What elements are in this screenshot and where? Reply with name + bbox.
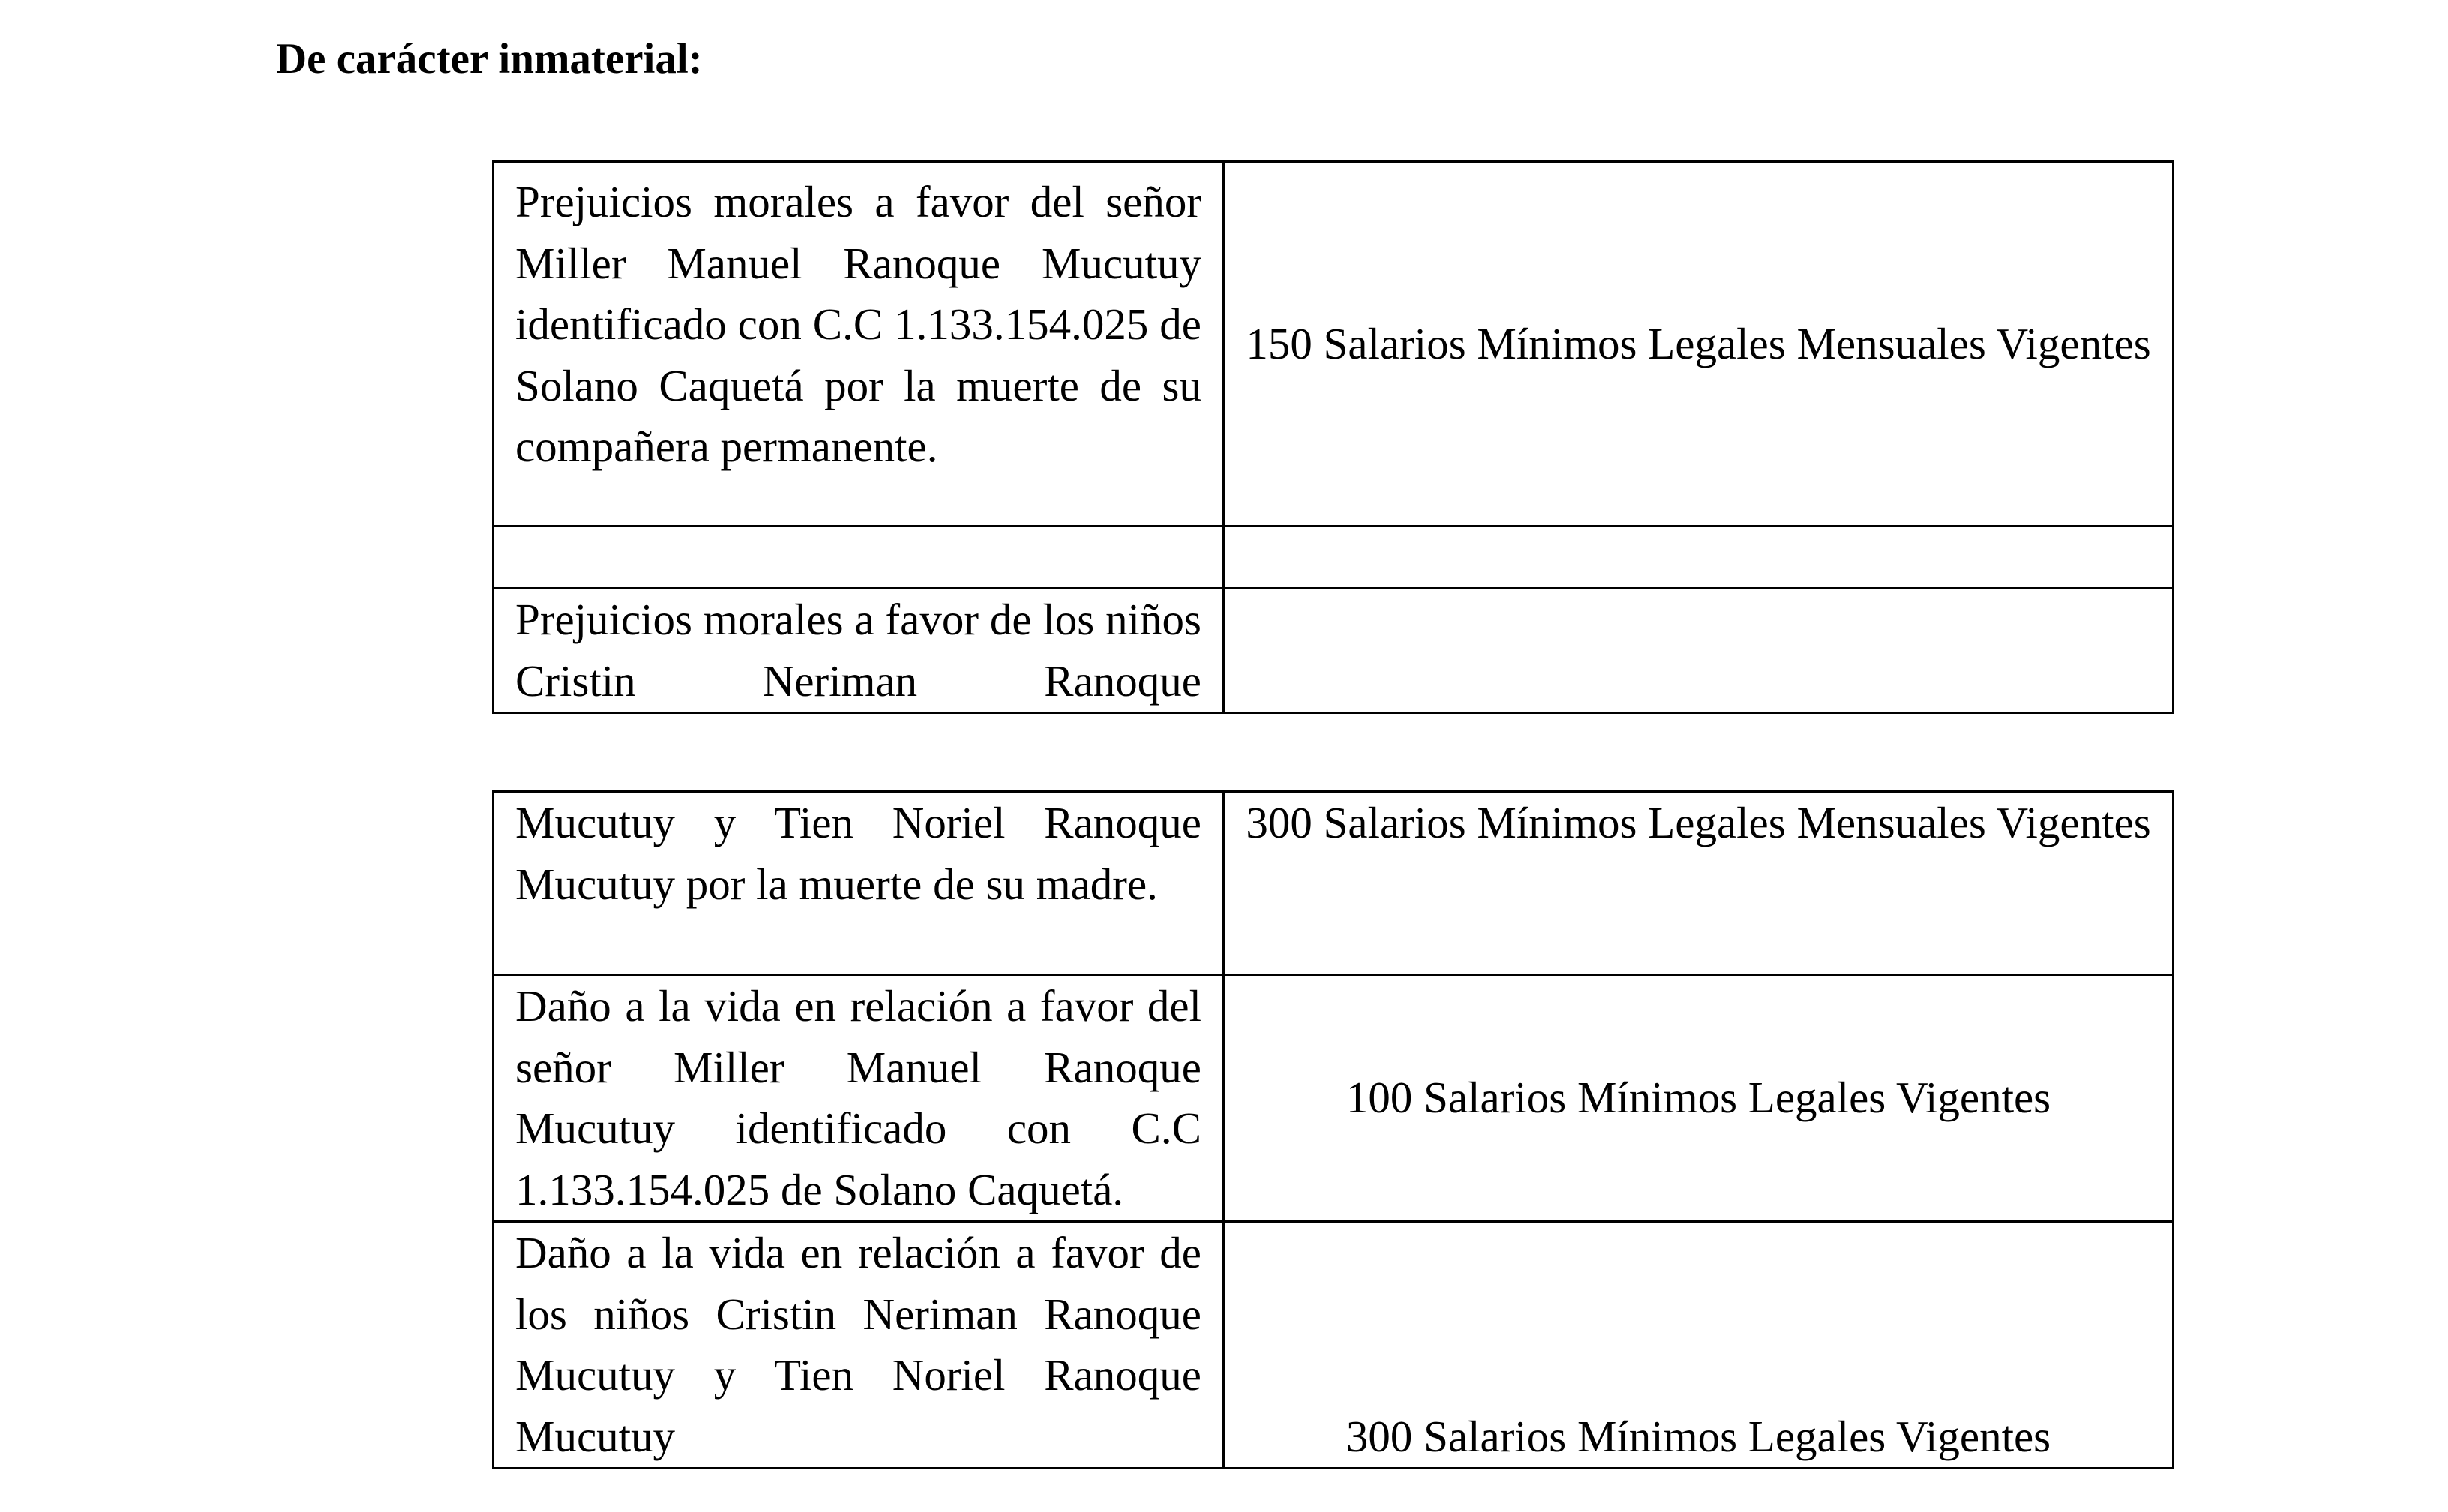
- claim-amount: [1224, 589, 2174, 713]
- claim-description: Prejuicios morales a favor de los niños Cristin Neriman Ranoque: [494, 589, 1224, 713]
- claim-amount: 300 Salarios Mínimos Legales Vigentes: [1224, 1222, 2174, 1468]
- damages-table-part-1: [492, 160, 2174, 714]
- claim-description: Prejuicios morales a favor del señor Miller Manuel Ranoque Mucutuy identificado con C.C 1.133.154.025 de Solano Caquetá por la muerte de su compañera permanente.: [494, 162, 1224, 526]
- table-row: [494, 975, 2174, 1222]
- claim-amount: 150 Salarios Mínimos Legales Mensuales Vigentes: [1224, 162, 2174, 526]
- claim-amount: 300 Salarios Mínimos Legales Mensuales Vigentes: [1224, 792, 2174, 975]
- claim-description: Mucutuy y Tien Noriel Ranoque Mucutuy por la muerte de su madre.: [494, 792, 1224, 975]
- table-row: [494, 1222, 2174, 1468]
- claim-amount: 100 Salarios Mínimos Legales Vigentes: [1224, 975, 2174, 1222]
- table-row: [494, 162, 2174, 526]
- claim-amount: [1224, 526, 2174, 589]
- table-row: [494, 792, 2174, 975]
- table-row: [494, 589, 2174, 713]
- damages-table-part-2: [492, 790, 2174, 1469]
- table-row: [494, 526, 2174, 589]
- claim-description: Daño a la vida en relación a favor del señor Miller Manuel Ranoque Mucutuy identificado con C.C 1.133.154.025 de Solano Caquetá.: [494, 975, 1224, 1222]
- claim-description: Daño a la vida en relación a favor de los niños Cristin Neriman Ranoque Mucutuy y Tien Noriel Ranoque Mucutuy: [494, 1222, 1224, 1468]
- claim-description: [494, 526, 1224, 589]
- section-heading: De carácter inmaterial:: [276, 35, 703, 82]
